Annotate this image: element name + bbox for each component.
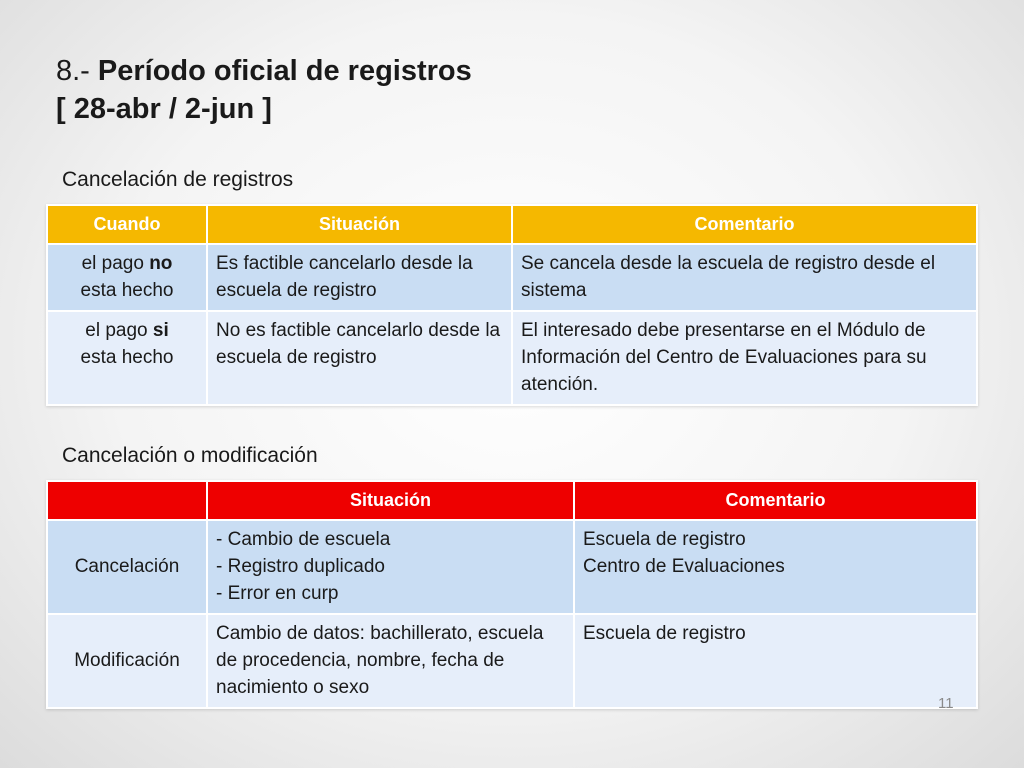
header-situacion: Situación <box>208 206 511 243</box>
page-number: 11 <box>938 695 954 712</box>
cell-cuando: el pago no esta hecho <box>48 245 206 310</box>
title-number: 8.- <box>56 55 90 87</box>
cell-tipo: Cancelación <box>48 521 206 613</box>
cell-situacion: Cambio de datos: bachillerato, escuela de procedencia, nombre, fecha de nacimiento o sexo <box>208 615 573 707</box>
cell-situacion: - Cambio de escuela - Registro duplicado - Error en curp <box>208 521 573 613</box>
table-row <box>48 521 976 613</box>
table-header-row <box>48 206 976 243</box>
title-text: Período oficial de registros <box>97 55 472 87</box>
cell-comentario: Se cancela desde la escuela de registro desde el sistema <box>513 245 976 310</box>
header-cuando: Cuando <box>48 206 206 243</box>
header-comentario: Comentario <box>513 206 976 243</box>
cell-comentario: Escuela de registro Centro de Evaluaciones <box>575 521 976 613</box>
cell-comentario: El interesado debe presentarse en el Módulo de Información del Centro de Evaluaciones para su atención. <box>513 312 976 404</box>
cell-cuando: el pago si esta hecho <box>48 312 206 404</box>
section-heading-modificacion: Cancelación o modificación <box>62 444 318 467</box>
header-comentario: Comentario <box>575 482 976 519</box>
title-date-range: [ 28-abr / 2-jun ] <box>56 93 272 125</box>
table-row <box>48 312 976 404</box>
cell-comentario: Escuela de registro <box>575 615 976 707</box>
table-row <box>48 615 976 707</box>
header-tipo <box>48 482 206 519</box>
table-header-row <box>48 482 976 519</box>
cell-tipo: Modificación <box>48 615 206 707</box>
slide-title <box>56 52 472 128</box>
cancelacion-table <box>46 204 978 406</box>
table-row <box>48 245 976 310</box>
header-situacion: Situación <box>208 482 573 519</box>
modificacion-table <box>46 480 978 709</box>
section-heading-cancelacion: Cancelación de registros <box>62 168 294 191</box>
cell-situacion: Es factible cancelarlo desde la escuela de registro <box>208 245 511 310</box>
cell-situacion: No es factible cancelarlo desde la escuela de registro <box>208 312 511 404</box>
